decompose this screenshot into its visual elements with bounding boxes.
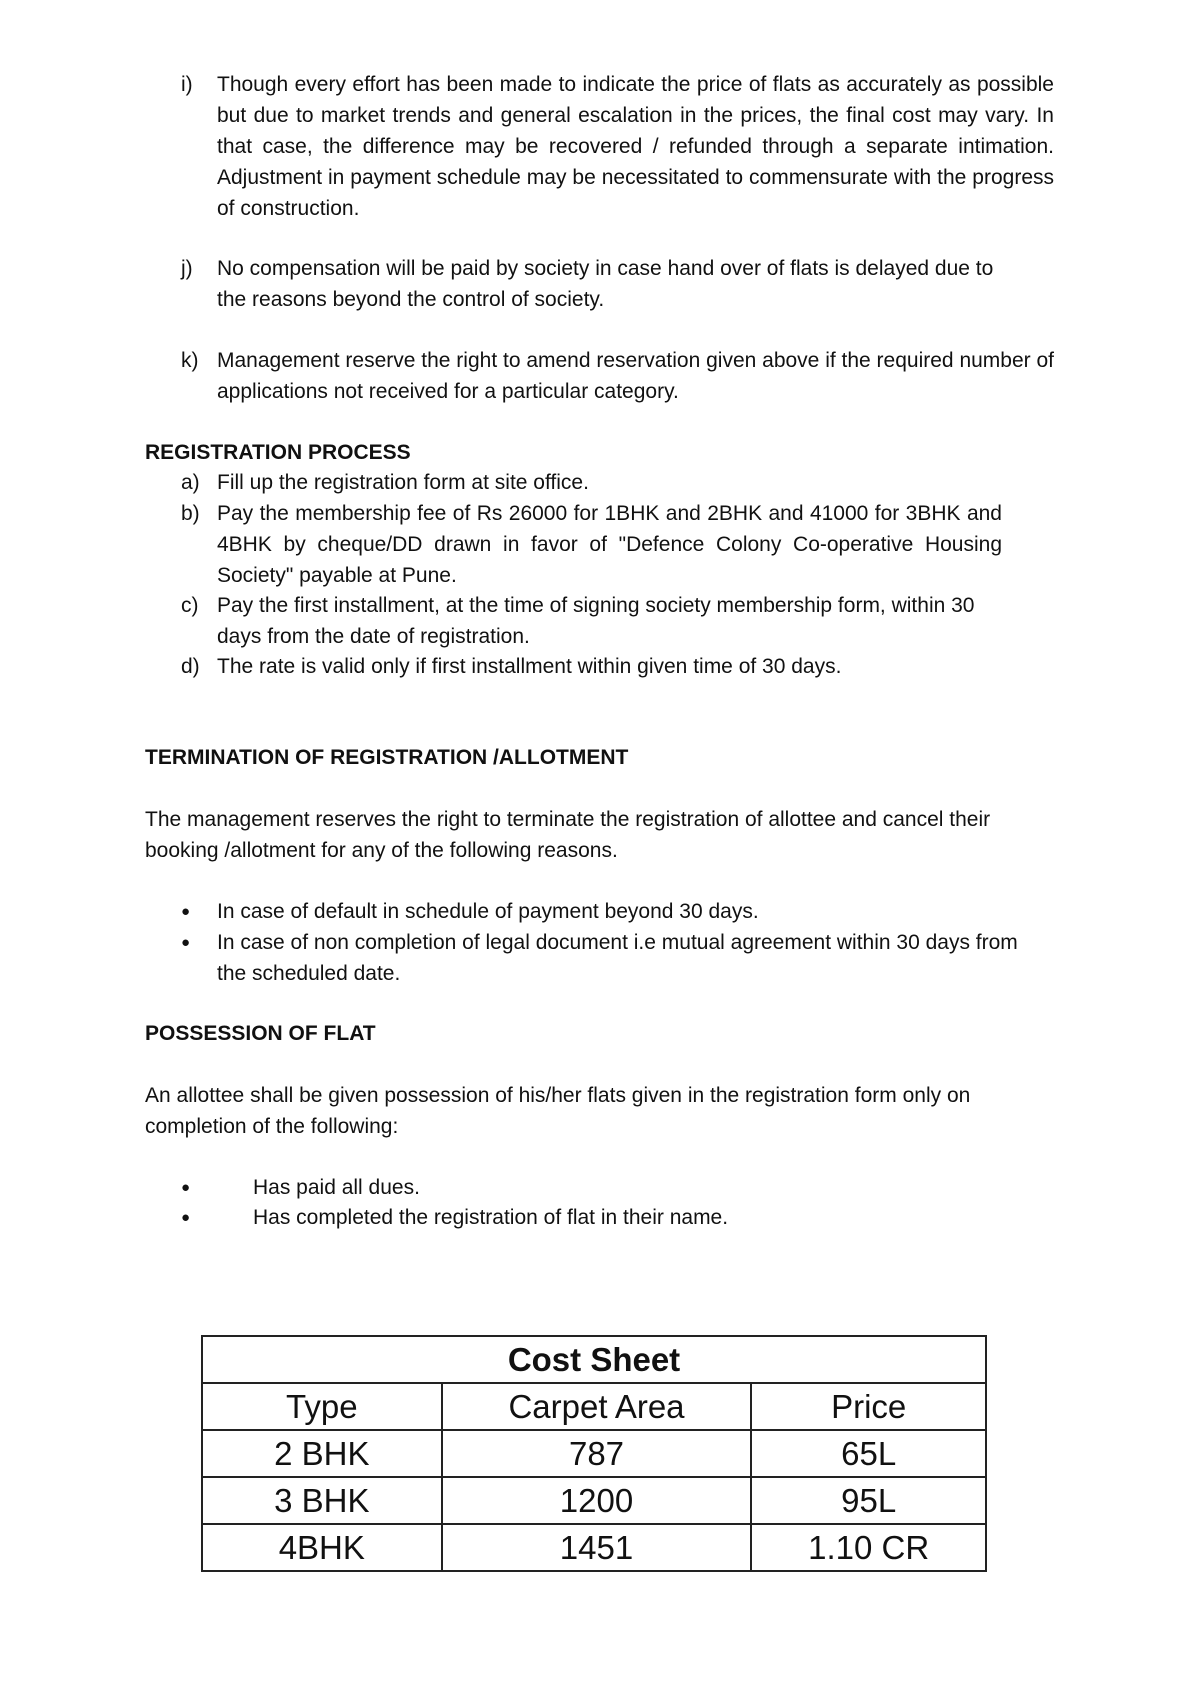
bullet-icon: ●: [181, 1209, 191, 1226]
column-header: Type: [202, 1383, 442, 1430]
column-header: Carpet Area: [442, 1383, 752, 1430]
table-cell: 4BHK: [202, 1524, 442, 1571]
bullet-icon: ●: [181, 934, 191, 951]
bullet-text: Has completed the registration of flat in their name.: [253, 1206, 729, 1229]
table-row: [202, 1430, 986, 1477]
term-marker: j): [181, 257, 193, 280]
column-header: Price: [751, 1383, 986, 1430]
term-text: Management reserve the right to amend reservation given above if the required number of applications not received for a particular category.: [217, 349, 1054, 403]
term-text: Though every effort has been made to indicate the price of flats as accurately as possible but due to market trends and general escalation in the prices, the final cost may vary. In that case, the difference may be recovered / refunded through a separate intimation. Adjustment in payment schedule may be necessitated to commensurate with the progress of construction.: [217, 73, 1054, 220]
table-row: [202, 1477, 986, 1524]
term-text: No compensation will be paid by society in case hand over of flats is delayed due to the reasons beyond the control of society.: [217, 257, 994, 311]
bullet-text: In case of default in schedule of payment beyond 30 days.: [217, 900, 759, 923]
cost-sheet-title: Cost Sheet: [202, 1336, 986, 1383]
term-marker: i): [181, 73, 193, 96]
registration-marker: c): [181, 594, 199, 617]
bullet-icon: ●: [181, 903, 191, 920]
bullet-icon: ●: [181, 1179, 191, 1196]
registration-marker: d): [181, 655, 200, 678]
registration-text: Pay the first installment, at the time of signing society membership form, within 30 days from the date of registration.: [217, 594, 975, 648]
table-title-row: [202, 1336, 986, 1383]
termination-intro: The management reserves the right to terminate the registration of allottee and cancel their booking /allotment for any of the following reasons.: [145, 808, 991, 862]
registration-text: Fill up the registration form at site office.: [217, 471, 589, 494]
table-cell: 1.10 CR: [751, 1524, 986, 1571]
registration-marker: a): [181, 471, 200, 494]
registration-marker: b): [181, 502, 200, 525]
table-cell: 1451: [442, 1524, 752, 1571]
table-cell: 787: [442, 1430, 752, 1477]
registration-text: The rate is valid only if first installment within given time of 30 days.: [217, 655, 842, 678]
table-cell: 95L: [751, 1477, 986, 1524]
table-cell: 2 BHK: [202, 1430, 442, 1477]
registration-text: Pay the membership fee of Rs 26000 for 1BHK and 2BHK and 41000 for 3BHK and 4BHK by cheque/DD drawn in favor of "Defence Colony Co-operative Housing Society" payable at Pune.: [217, 502, 1002, 587]
table-cell: 1200: [442, 1477, 752, 1524]
cost-sheet-table: [201, 1335, 987, 1572]
table-cell: 3 BHK: [202, 1477, 442, 1524]
bullet-text: In case of non completion of legal document i.e mutual agreement within 30 days from the scheduled date.: [217, 931, 1018, 985]
registration-heading: REGISTRATION PROCESS: [145, 441, 411, 464]
term-marker: k): [181, 349, 199, 372]
possession-heading: POSSESSION OF FLAT: [145, 1022, 376, 1045]
bullet-text: Has paid all dues.: [253, 1176, 420, 1199]
possession-intro: An allottee shall be given possession of his/her flats given in the registration form only on completion of the following:: [145, 1084, 971, 1138]
termination-heading: TERMINATION OF REGISTRATION /ALLOTMENT: [145, 746, 629, 769]
table-header-row: [202, 1383, 986, 1430]
table-cell: 65L: [751, 1430, 986, 1477]
table-row: [202, 1524, 986, 1571]
